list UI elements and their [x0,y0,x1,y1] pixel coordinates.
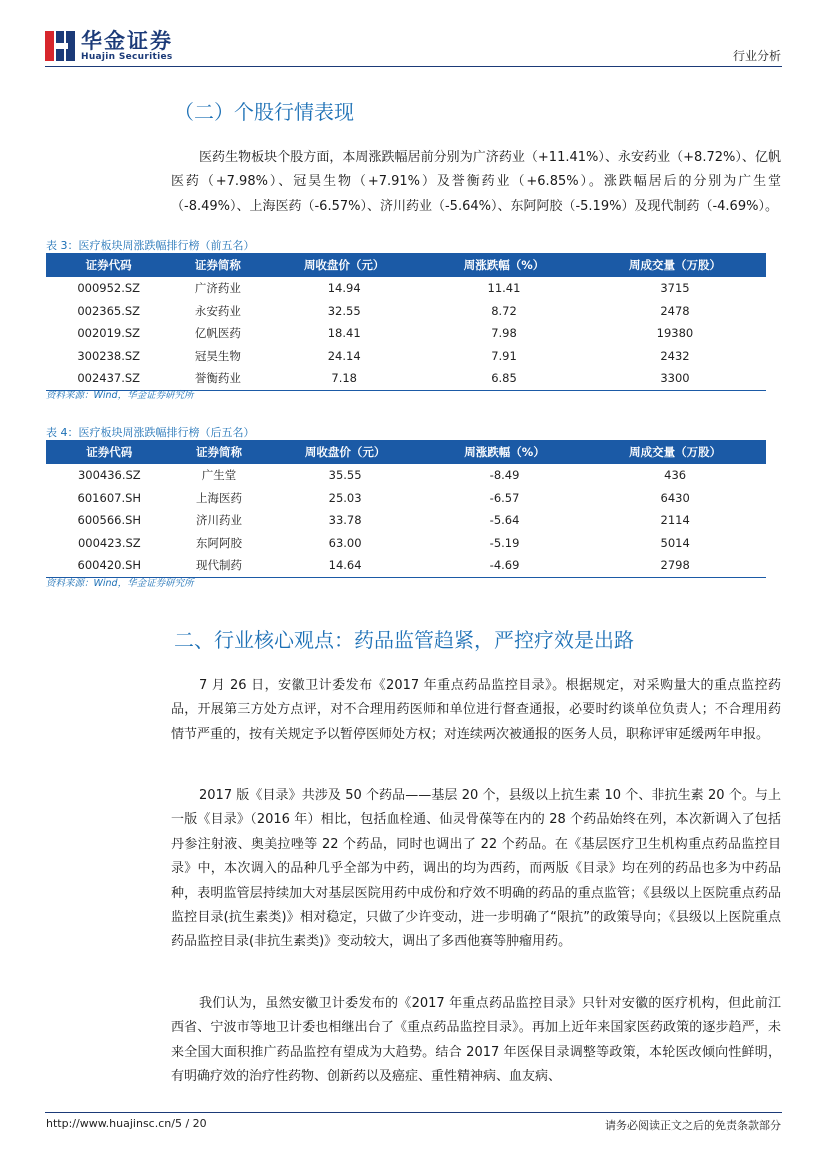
table-row [46,345,766,368]
col-header-close: 周收盘价（元） [265,440,424,464]
cell-volume: 2432 [660,348,690,363]
table3-top-gainers [46,253,766,391]
col-header-code: 证券代码 [46,440,173,464]
paragraph-catalog-details: 2017 版《目录》共涉及 50 个药品——基层 20 个，县级以上抗生素 10 个、非抗生素 20 个。与上一版《目录》（2016 年）相比，包括血栓通、仙灵骨葆等在内的 28 个药品始终在列，本次新调入了包括丹参注射液、奥美拉唑等 22 个药品，同时也调出了 22 个药品。在《基层医疗卫生机构重点药品监控目录》中，本次调入的品种几乎全部为中药，调出的均为西药，而两版《目录》均在列的药品也多为中药品种，表明监管层持续加大对基层医院用药中成份和疗效不明确的药品的重点监管；《县级以上医院重点药品监控目录(抗生素类)》相对稳定，只做了少许变动，进一步明确了“限抗”的政策导向；《县级以上医院重点药品监控目录(非抗生素类)》变动较大，调出了多西他赛等肿瘤用药。 [171,788,781,950]
cell-change: -6.57 [489,490,520,505]
header-divider [45,66,782,67]
cell-name: 现代制药 [173,554,266,577]
cell-close: 7.18 [264,367,424,390]
table-row [46,277,766,300]
table4-top-losers [46,440,766,578]
report-type: 行业分析 [732,49,781,63]
cell-close: 18.41 [327,326,361,341]
cell-code: 002365.SZ [77,303,141,318]
paragraph-our-view: 我们认为，虽然安徽卫计委发布的《2017 年重点药品监控目录》只针对安徽的医疗机构，但此前江西省、宁波市等地卫计委也相继出台了《重点药品监控目录》。再加上近年来国家医药政策的逐步趋严，未来全国大面积推广药品监控有望成为大趋势。结合 2017 年医保目录调整等政策，本轮医改倾向性鲜明，有明确疗效的治疗性药物、创新药以及癌症、重性精神病、血友病、 [171,996,781,1085]
col-header-change: 周涨跌幅（%） [424,253,584,277]
cell-code: 600566.SH [77,513,142,528]
table-header-row [46,440,766,464]
cell-close: 14.64 [265,554,424,577]
col-header-name: 证券简称 [173,440,266,464]
footer-disclaimer: 请务必阅读正文之后的免责条款部分 [605,1119,781,1132]
cell-code: 300436.SZ [77,468,141,483]
cell-name: 济川药业 [195,513,242,528]
table-row [46,509,766,532]
col-header-close: 周收盘价（元） [264,253,424,277]
table-row [46,532,766,555]
col-header-volume: 周成交量（万股） [584,253,766,277]
section-title-stock-performance: （二）个股行情表现 [174,100,354,124]
cell-close: 33.78 [328,513,362,528]
table4-caption: 表 4：医疗板块周涨跌幅排行榜（后五名） [46,426,255,439]
footer-url[interactable]: http://www.huajinsc.cn/5 / 20 [46,1117,207,1130]
cell-volume: 5014 [660,535,690,550]
cell-name: 上海医药 [195,490,242,505]
cell-name: 广济药业 [194,281,241,296]
col-header-change: 周涨跌幅（%） [425,440,585,464]
cell-name: 亿帆医药 [194,326,241,341]
cell-close: 32.55 [327,303,361,318]
logo-english-name: Huajin Securities [81,52,173,62]
cell-volume: 3715 [660,281,690,296]
cell-change: 11.41 [487,281,521,296]
col-header-code: 证券代码 [46,253,171,277]
cell-name: 永安药业 [194,303,241,318]
cell-close: 24.14 [327,348,361,363]
cell-code: 002437.SZ [46,367,171,390]
table3-caption: 表 3：医疗板块周涨跌幅排行榜（前五名） [46,239,255,252]
cell-close: 25.03 [328,490,362,505]
cell-volume: 19380 [656,326,694,341]
cell-code: 000423.SZ [77,535,141,550]
cell-volume: 6430 [660,490,690,505]
cell-code: 600420.SH [46,554,173,577]
paragraph-stock-performance: 医药生物板块个股方面，本周涨跌幅居前分别为广济药业（+11.41%）、永安药业（+8.72%）、亿帆医药（+7.98%）、冠昊生物（+7.91%）及誉衡药业（+6.85%）。涨跌幅居后的分别为广生堂（-8.49%）、上海医药（-6.57%）、济川药业（-5.64%）、东阿阿胶（-5.19%）及现代制药（-4.69%）。 [171,150,781,214]
cell-change: -5.64 [489,513,520,528]
cell-change: 7.91 [491,348,517,363]
cell-volume: 436 [664,468,687,483]
cell-name: 广生堂 [201,468,237,483]
cell-volume: 2114 [660,513,690,528]
cell-name: 东阿阿胶 [195,535,242,550]
section-title-core-view: 二、行业核心观点：药品监管趋紧，严控疗效是出路 [174,628,634,652]
cell-name: 冠昊生物 [194,348,241,363]
cell-volume: 2478 [660,303,690,318]
cell-change: 7.98 [491,326,517,341]
cell-change: 8.72 [491,303,517,318]
table-row [46,300,766,323]
cell-change: -8.49 [489,468,520,483]
table-row [46,487,766,510]
cell-change: 6.85 [424,367,584,390]
cell-code: 000952.SZ [77,281,141,296]
table-row [46,322,766,345]
cell-code: 300238.SZ [77,348,141,363]
cell-change: -4.69 [425,554,585,577]
cell-close: 35.55 [328,468,362,483]
paragraph-anhui-policy: 7 月 26 日，安徽卫计委发布《2017 年重点药品监控目录》。根据规定，对采购量大的重点监控药品，开展第三方处方点评，对不合理用药医师和单位进行督查通报，必要时约谈单位负责人；不合理用药情节严重的，按有关规定予以暂停医师处方权；对连续两次被通报的医务人员，职称评审延缓两年申报。 [171,678,781,742]
cell-close: 63.00 [328,535,362,550]
table4-source: 资料来源：Wind，华金证券研究所 [46,578,194,589]
cell-code: 601607.SH [77,490,142,505]
cell-close: 14.94 [327,281,361,296]
cell-volume: 3300 [584,367,766,390]
company-logo [45,28,173,64]
table-row [46,554,766,577]
logo-mark-icon [45,31,75,61]
col-header-name: 证券简称 [171,253,264,277]
cell-change: -5.19 [489,535,520,550]
cell-volume: 2798 [584,554,766,577]
table-row [46,464,766,487]
cell-code: 002019.SZ [77,326,141,341]
cell-name: 誉衡药业 [171,367,264,390]
col-header-volume: 周成交量（万股） [584,440,766,464]
footer-divider [45,1112,782,1113]
table-header-row [46,253,766,277]
table3-source: 资料来源：Wind，华金证券研究所 [46,390,194,401]
logo-chinese-name: 华金证券 [81,29,173,53]
